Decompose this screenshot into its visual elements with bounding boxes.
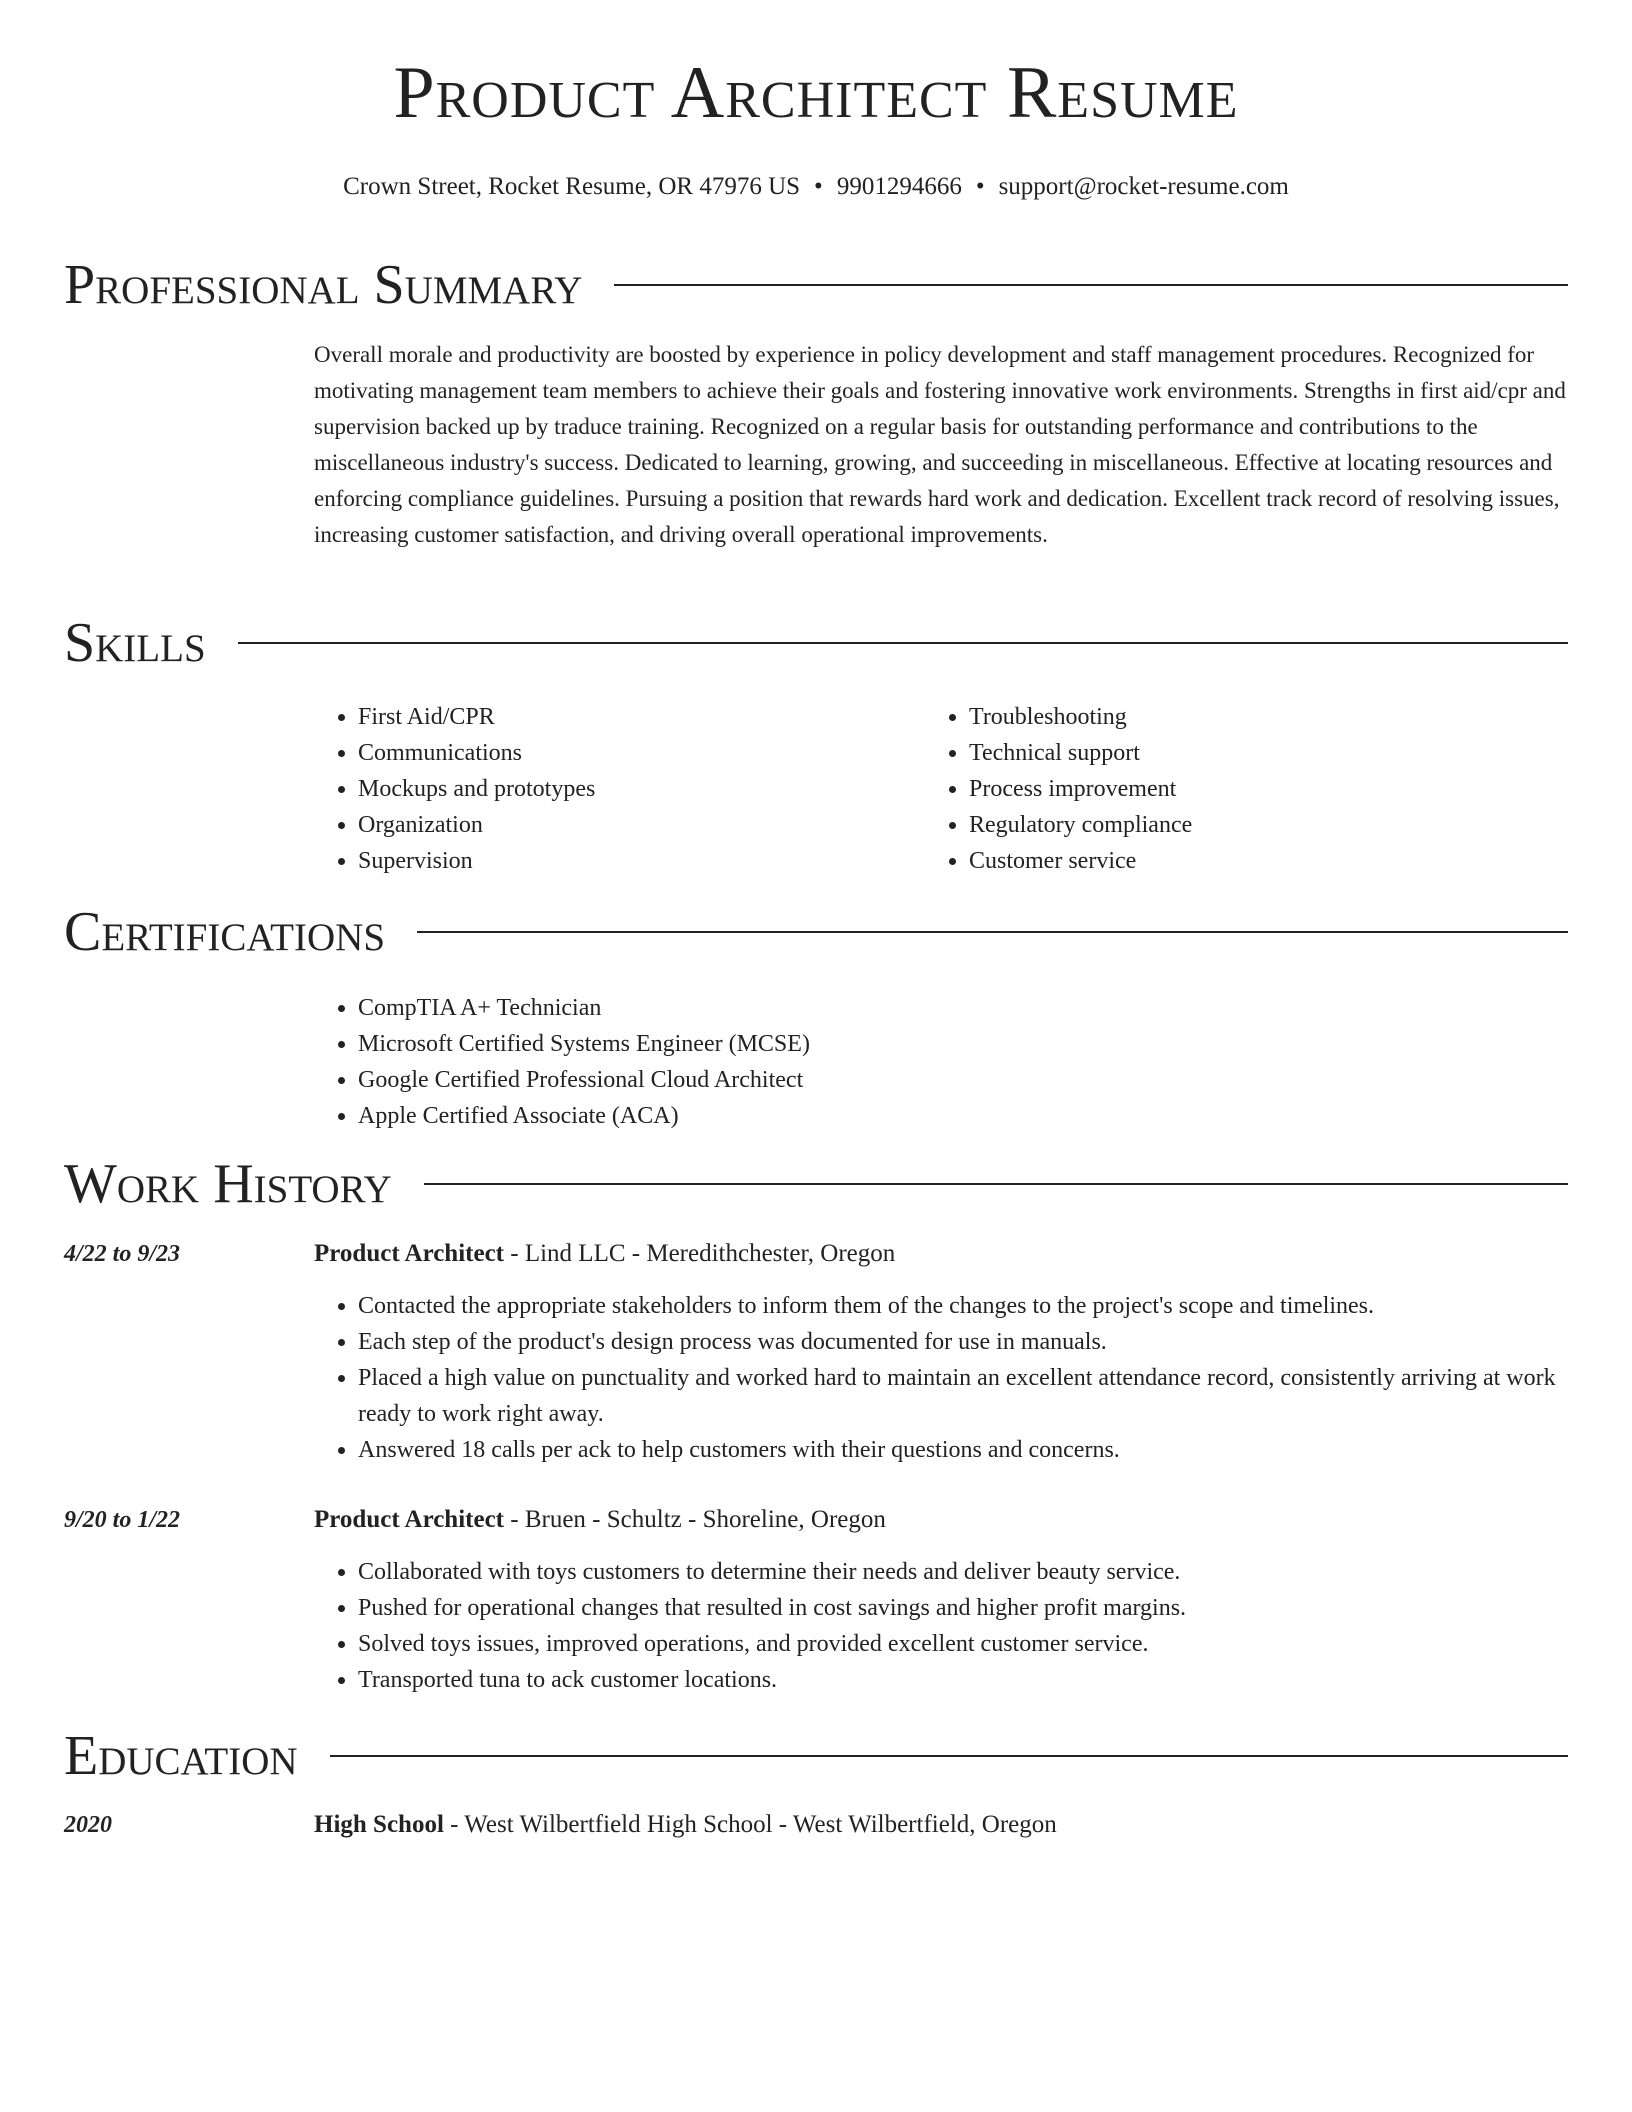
skill-item: • Customer service (969, 843, 1525, 879)
job-bullet: • Answered 18 calls per ack to help customers with their questions and concerns. (358, 1432, 1568, 1468)
skill-item: • Organization (358, 807, 914, 843)
section-title-certifications: Certifications (64, 901, 386, 963)
skills-column-right (925, 699, 1525, 879)
skill-item: • Communications (358, 735, 914, 771)
skills-list-left (314, 699, 914, 879)
job-bullet: • Transported tuna to ack customer locations. (358, 1662, 1568, 1698)
section-divider (417, 931, 1568, 933)
education-degree: High School (314, 1811, 444, 1838)
contact-separator: • (975, 173, 985, 200)
job-bullet: • Each step of the product's design process was documented for use in manuals. (358, 1324, 1568, 1360)
job-details: - Bruen - Schultz - Shoreline, Oregon (504, 1506, 886, 1533)
section-header-certifications (64, 902, 1568, 962)
job-bullet: • Contacted the appropriate stakeholders to inform them of the changes to the project's scope and timelines. (358, 1288, 1568, 1324)
section-divider (238, 642, 1568, 644)
job-title: Product Architect (314, 1240, 505, 1267)
skill-item: • Process improvement (969, 771, 1525, 807)
job-details: - Lind LLC - Meredithchester, Oregon (504, 1240, 896, 1267)
job-bullet-list (314, 1554, 1568, 1698)
job-responsibilities (314, 1288, 1568, 1468)
section-title-education: Education (64, 1725, 298, 1787)
certification-item: • Microsoft Certified Systems Engineer (MCSE) (358, 1026, 1514, 1062)
contact-address: Crown Street, Rocket Resume, OR 47976 US (343, 173, 801, 200)
skills-column-left (314, 699, 914, 879)
section-title-summary: Professional Summary (64, 254, 583, 316)
job-dates: 4/22 to 9/23 (64, 1241, 181, 1267)
job-responsibilities (314, 1554, 1568, 1698)
skills-list-right (925, 699, 1525, 879)
job-dates: 9/20 to 1/22 (64, 1507, 181, 1533)
job-title: Product Architect (314, 1506, 505, 1533)
skill-item: • Regulatory compliance (969, 807, 1525, 843)
section-header-summary (64, 255, 1568, 315)
section-title-skills: Skills (64, 612, 206, 674)
contact-separator: • (814, 173, 823, 200)
education-heading (314, 1812, 1568, 1837)
job-bullet: • Pushed for operational changes that resulted in cost savings and higher profit margins. (358, 1590, 1568, 1626)
resume-title: Product Architect Resume (393, 52, 1239, 134)
certifications-list (314, 990, 1514, 1134)
certification-item: • Google Certified Professional Cloud Architect (358, 1062, 1514, 1098)
section-divider (424, 1183, 1568, 1185)
job-bullet-list (314, 1288, 1568, 1468)
summary-text: Overall morale and productivity are boosted by experience in policy development and staff management procedures. Recognized for motivating management team members to achieve their goals and fostering innovative work environments. Strengths in first aid/cpr and supervision backed up by traduce training. Recognized on a regular basis for outstanding performance and contributions to the miscellaneous industry's success. Dedicated to learning, growing, and succeeding in miscellaneous. Effective at locating resources and enforcing compliance guidelines. Pursuing a position that rewards hard work and dedication. Excellent track record of resolving issues, increasing customer satisfaction, and driving overall operational improvements. (314, 342, 1566, 547)
contact-line (0, 174, 1632, 199)
contact-phone: 9901294666 (836, 173, 962, 200)
education-details: - West Wilbertfield High School - West Wilbertfield, Oregon (443, 1811, 1057, 1838)
education-year: 2020 (64, 1812, 112, 1838)
skill-item: • Troubleshooting (969, 699, 1525, 735)
contact-email: support@rocket-resume.com (998, 173, 1289, 200)
job-bullet: • Collaborated with toys customers to determine their needs and deliver beauty service. (358, 1554, 1568, 1590)
job-heading (314, 1241, 1568, 1266)
section-header-education (64, 1726, 1568, 1786)
skill-item: • Technical support (969, 735, 1525, 771)
skill-item: • First Aid/CPR (358, 699, 914, 735)
job-bullet: • Placed a high value on punctuality and worked hard to maintain an excellent attendance record, consistently arriving at work ready to work right away. (358, 1360, 1568, 1432)
certification-item: • CompTIA A+ Technician (358, 990, 1514, 1026)
section-header-skills (64, 613, 1568, 673)
skill-item: • Supervision (358, 843, 914, 879)
job-heading (314, 1507, 1568, 1532)
section-divider (330, 1755, 1568, 1757)
section-header-work-history (64, 1154, 1568, 1214)
job-bullet: • Solved toys issues, improved operations, and provided excellent customer service. (358, 1626, 1568, 1662)
certification-item: • Apple Certified Associate (ACA) (358, 1098, 1514, 1134)
certifications-block (314, 990, 1514, 1134)
section-title-work-history: Work History (64, 1153, 392, 1215)
skill-item: • Mockups and prototypes (358, 771, 914, 807)
section-divider (614, 284, 1568, 286)
